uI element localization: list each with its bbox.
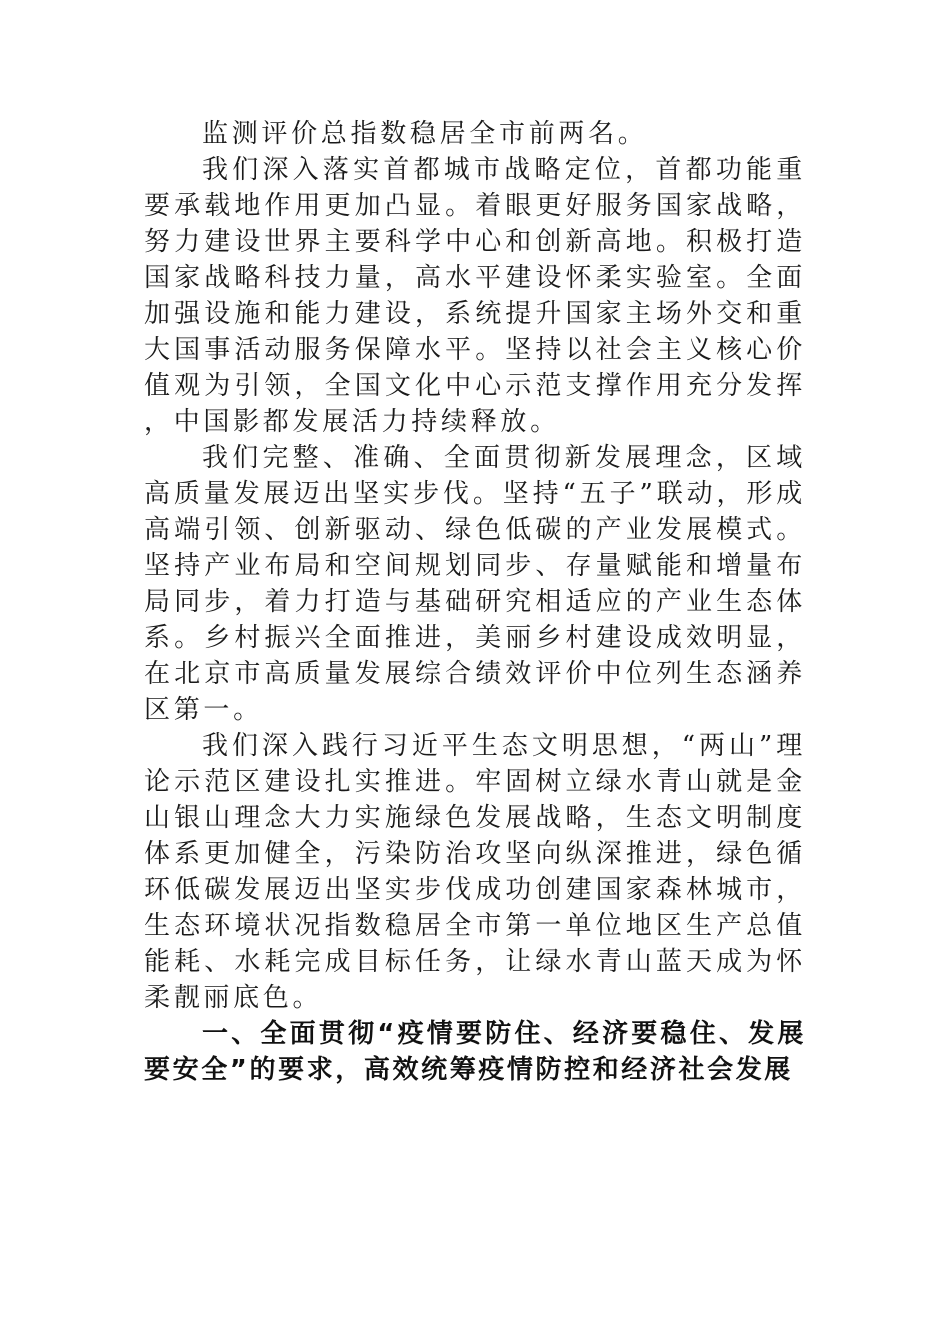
paragraph-4: 我们深入践行习近平生态文明思想，“两山”理论示范区建设扎实推进。牢固树立绿水青山就是金山银山理念大力实施绿色发展战略，生态文明制度体系更加健全，污染防治攻坚向纵深推进，绿色循环低碳发展迈出坚实步伐成功创建国家森林城市，生态环境状况指数稳居全市第一单位地区生产总值能耗、水耗完成目标任务，让绿水青山蓝天成为怀柔靓丽底色。: [144, 731, 806, 1013]
document-body: [144, 116, 806, 1088]
paragraph-3: 我们完整、准确、全面贯彻新发展理念，区域高质量发展迈出坚实步伐。坚持“五子”联动，形成高端引领、创新驱动、绿色低碳的产业发展模式。坚持产业布局和空间规划同步、存量赋能和增量布局同步，着力打造与基础研究相适应的产业生态体系。乡村振兴全面推进，美丽乡村建设成效明显，在北京市高质量发展综合绩效评价中位列生态涵养区第一。: [144, 443, 806, 725]
paragraph-2: 我们深入落实首都城市战略定位，首都功能重要承载地作用更加凸显。着眼更好服务国家战略，努力建设世界主要科学中心和创新高地。积极打造国家战略科技力量，高水平建设怀柔实验室。全面加强设施和能力建设，系统提升国家主场外交和重大国事活动服务保障水平。坚持以社会主义核心价值观为引领，全国文化中心示范支撑作用充分发挥，中国影都发展活力持续释放。: [144, 155, 806, 437]
section-heading: 一、全面贯彻“疫情要防住、经济要稳住、发展要安全”的要求，高效统筹疫情防控和经济社会发展: [144, 1019, 806, 1085]
paragraph-1: 监测评价总指数稳居全市前两名。: [202, 119, 648, 149]
